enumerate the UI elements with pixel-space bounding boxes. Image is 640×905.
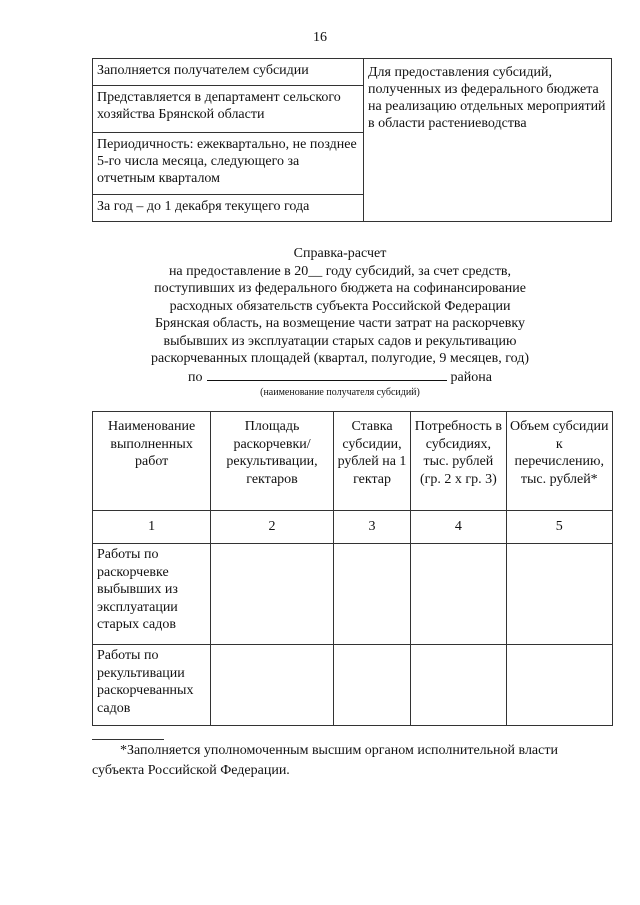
table-row <box>93 645 613 726</box>
row-label-recultivation: Работы по рекультивации раскорчеванных садов <box>93 645 211 726</box>
table-row <box>93 544 613 645</box>
title-line: Брянская область, на возмещение части затрат на раскорчевку <box>154 316 525 331</box>
recipient-suffix: района <box>450 369 492 385</box>
cell-area[interactable] <box>211 645 334 726</box>
title-line: расходных обязательств субъекта Российской Федерации <box>169 298 511 314</box>
title-line: раскорчеванных площадей (квартал, полугодие, 9 месяцев, год) <box>150 351 530 366</box>
recipient-caption: (наименование получателя субсидий) <box>260 387 420 398</box>
title-line: на предоставление в 20__ году субсидий, за счет средств, <box>168 263 512 279</box>
header-cell-filled-by: Заполняется получателем субсидии <box>93 59 364 86</box>
recipient-line <box>80 368 600 387</box>
page-number: 16 <box>313 30 327 45</box>
document-title: Справка-расчет <box>293 246 387 261</box>
column-header-amount: Объем субсидии к перечислению, тыс. рублей* <box>506 412 612 511</box>
footnote-divider <box>92 739 164 740</box>
column-number: 4 <box>411 511 506 544</box>
column-number: 3 <box>333 511 410 544</box>
column-number: 2 <box>211 511 334 544</box>
footnote-line: субъекта Российской Федерации. <box>92 763 290 778</box>
cell-need[interactable] <box>411 544 506 645</box>
column-number: 5 <box>506 511 612 544</box>
document-title-block <box>80 245 600 399</box>
cell-amount[interactable] <box>506 645 612 726</box>
subsidy-calculation-table <box>92 411 613 726</box>
recipient-prefix: по <box>188 369 203 385</box>
cell-rate[interactable] <box>333 544 410 645</box>
row-label-uprooting: Работы по раскорчевке выбывших из эксплуатации старых садов <box>93 544 211 645</box>
footnote <box>92 741 612 781</box>
title-line: выбывших из эксплуатации старых садов и рекультивацию <box>163 333 517 349</box>
cell-amount[interactable] <box>506 544 612 645</box>
cell-area[interactable] <box>211 544 334 645</box>
cell-need[interactable] <box>411 645 506 726</box>
column-header-rate: Ставка субсидии, рублей на 1 гектар <box>333 412 410 511</box>
title-line: поступивших из федерального бюджета на софинансирование <box>154 281 526 296</box>
column-header-area: Площадь раскорчевки/ рекультивации, гектаров <box>211 412 334 511</box>
header-box <box>92 58 612 222</box>
recipient-blank-field[interactable] <box>207 368 447 381</box>
header-cell-submitted-to: Представляется в департамент сельского хозяйства Брянской области <box>93 86 364 133</box>
column-number: 1 <box>93 511 211 544</box>
header-cell-purpose: Для предоставления субсидий, полученных из федерального бюджета на реализацию отдельных мероприятий в области растениеводства <box>364 59 612 222</box>
column-header-work-name: Наименование выполненных работ <box>93 412 211 511</box>
header-cell-annual-deadline: За год – до 1 декабря текущего года <box>93 195 364 222</box>
header-cell-periodicity: Периодичность: ежеквартально, не позднее 5-го числа месяца, следующего за отчетным кварталом <box>93 133 364 195</box>
column-header-need: Потребность в субсидиях, тыс. рублей (гр. 2 х гр. 3) <box>411 412 506 511</box>
footnote-line: *Заполняется уполномоченным высшим органом исполнительной власти <box>120 743 558 758</box>
cell-rate[interactable] <box>333 645 410 726</box>
